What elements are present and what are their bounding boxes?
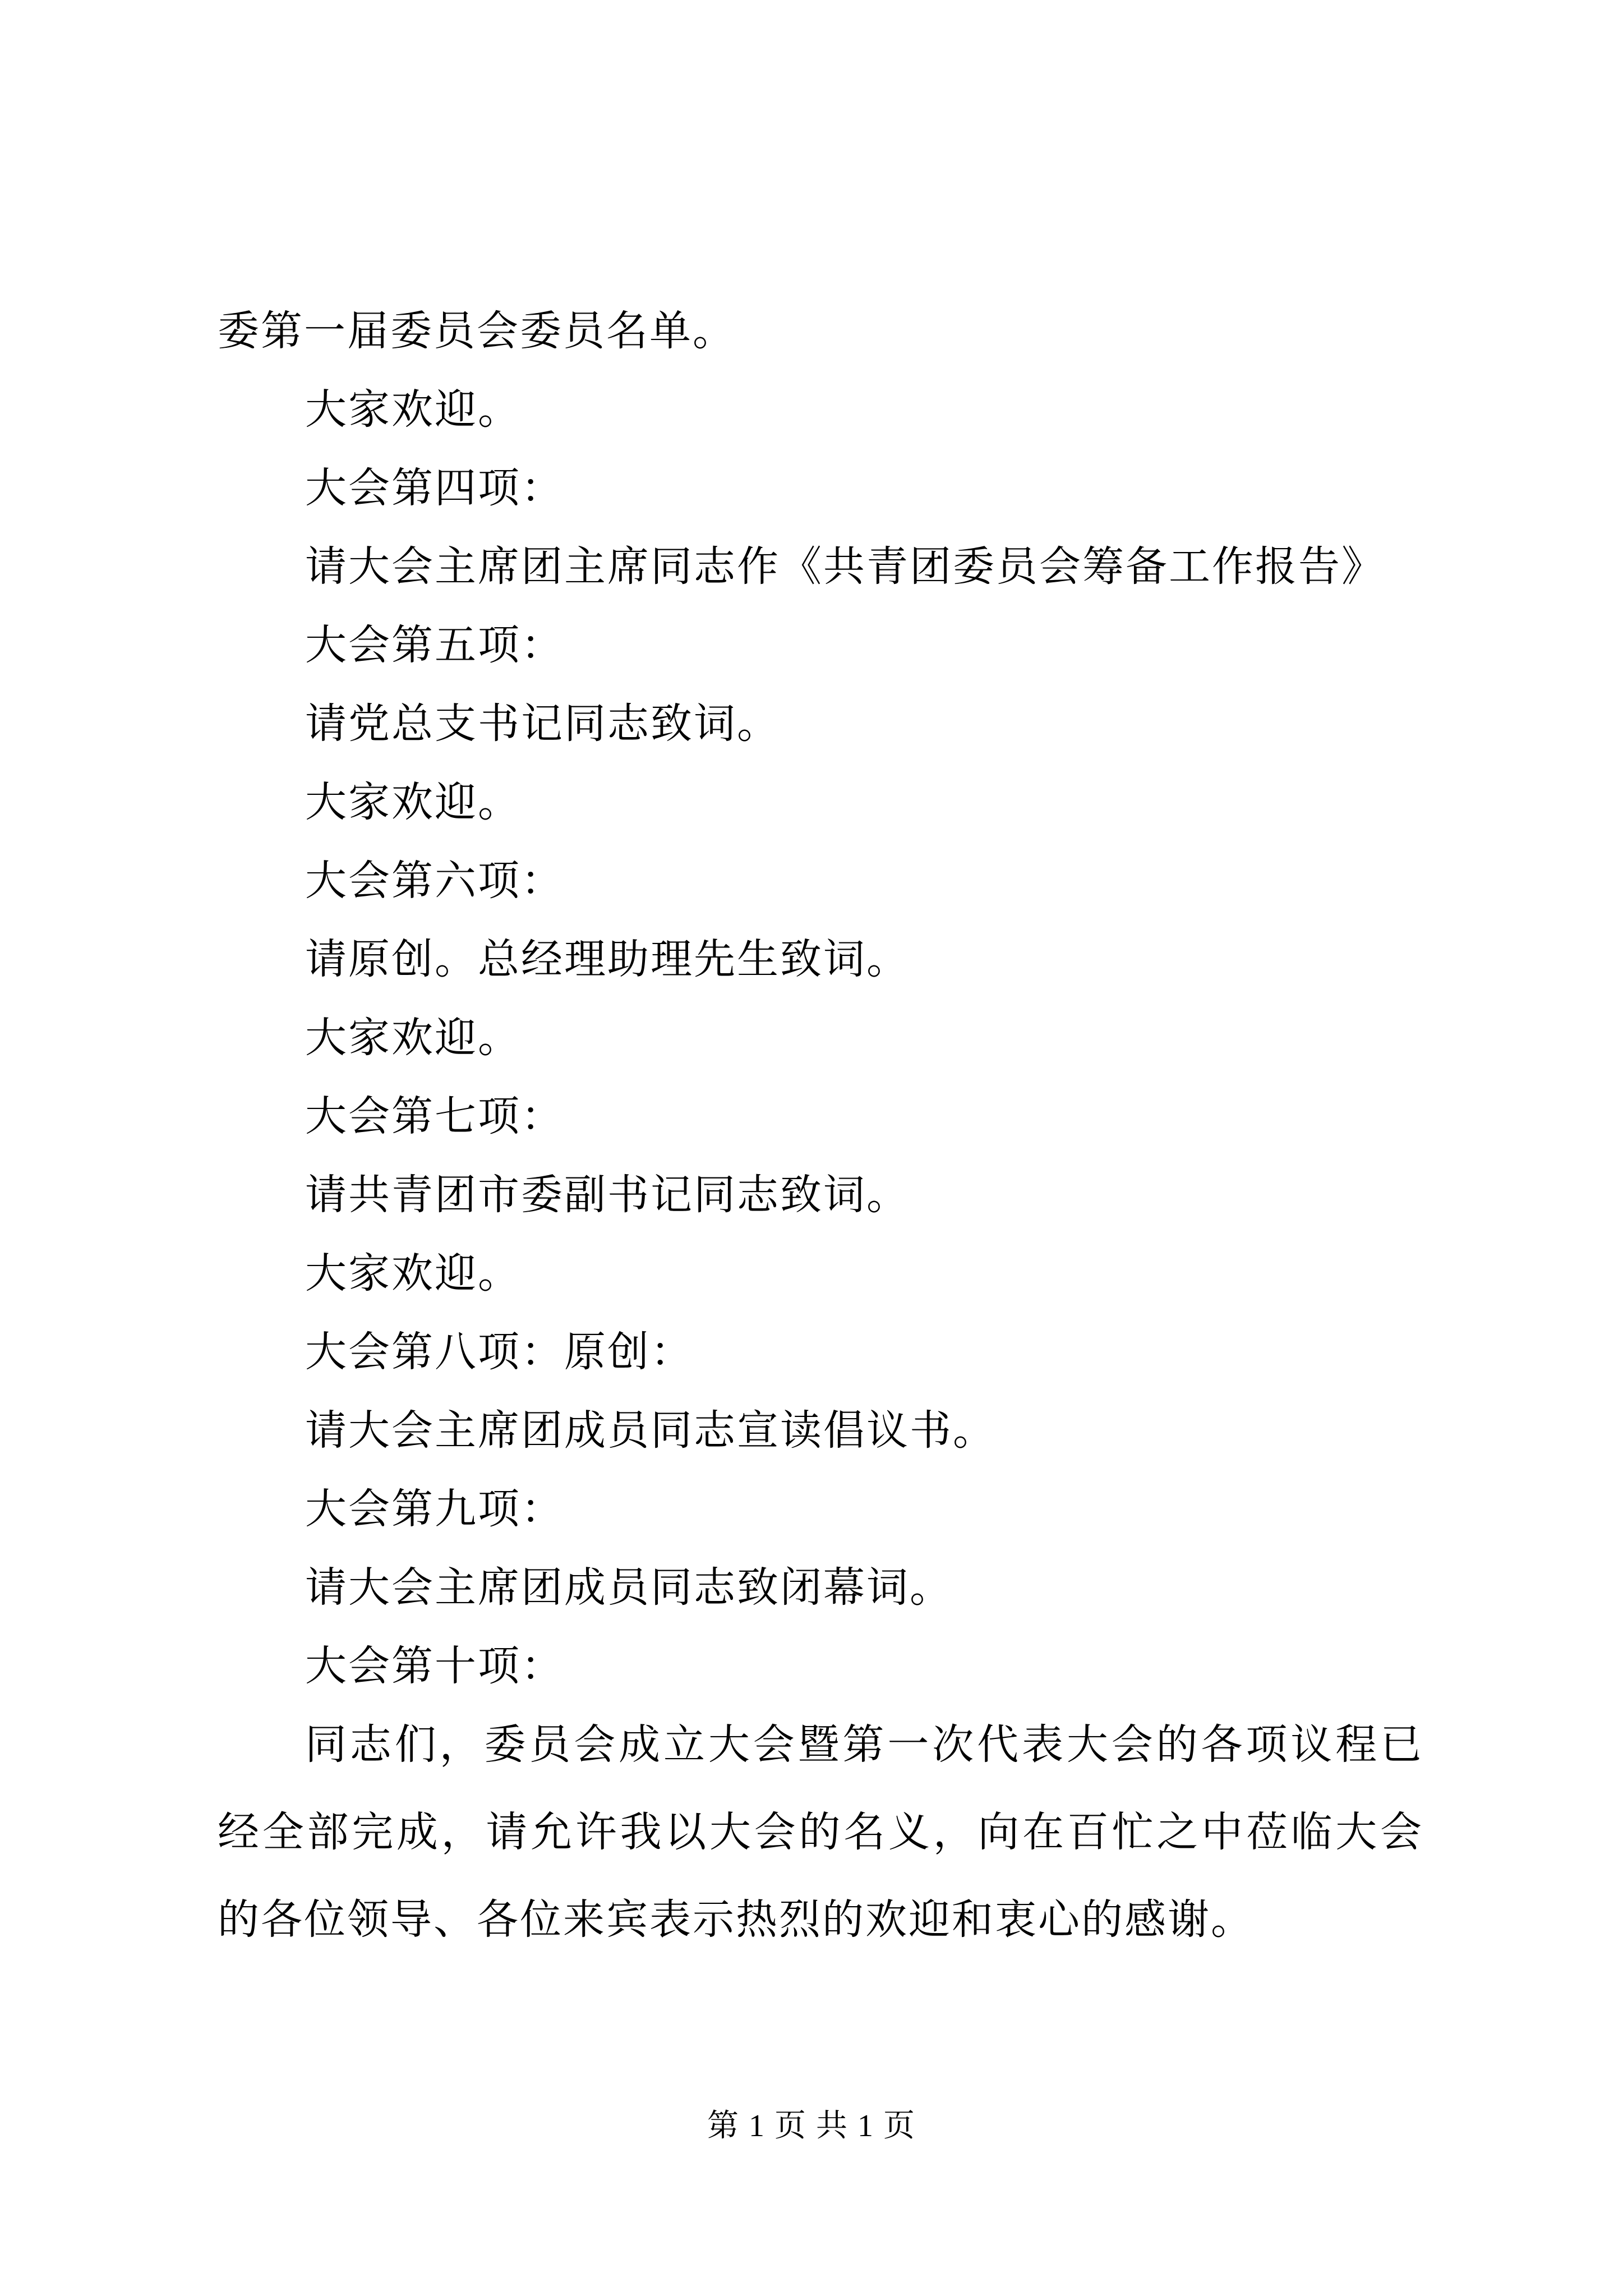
text-line: 大家欢迎。	[305, 385, 521, 434]
text-line: 大家欢迎。	[305, 1014, 521, 1062]
closing-paragraph: 同志们，委员会成立大会暨第一次代表大会的各项议程已经全部完成，请允许我以大会的名义，向在百忙之中莅临大会的各位领导、各位来宾表示热烈的欢迎和衷心的感谢。	[218, 1720, 1423, 1944]
text-line: 请共青团市委副书记同志致词。	[305, 1171, 910, 1219]
text-line: 请大会主席团成员同志致闭幕词。	[305, 1563, 953, 1612]
text-line: 请大会主席团主席同志作《共青团委员会筹备工作报告》	[305, 542, 1385, 591]
agenda-item-heading: 大会第六项：	[305, 857, 564, 905]
agenda-item-heading: 大会第九项：	[305, 1485, 564, 1533]
agenda-item-heading: 大会第四项：	[305, 464, 564, 512]
text-line: 大家欢迎。	[305, 778, 521, 826]
agenda-item-heading: 大会第七项：	[305, 1092, 564, 1140]
document-body	[218, 292, 1423, 1963]
agenda-item-heading: 大会第五项：	[305, 621, 564, 669]
page-number-footer: 第 1 页 共 1 页	[707, 2109, 916, 2143]
text-line: 请原创。总经理助理先生致词。	[305, 935, 910, 983]
agenda-item-heading: 大会第十项：	[305, 1642, 564, 1690]
text-line: 请党总支书记同志致词。	[305, 700, 780, 748]
agenda-item-heading: 大会第八项：原创：	[305, 1328, 694, 1376]
text-line: 大家欢迎。	[305, 1249, 521, 1297]
text-line: 委第一届委员会委员名单。	[218, 307, 736, 355]
text-line: 请大会主席团成员同志宣读倡议书。	[305, 1406, 996, 1455]
